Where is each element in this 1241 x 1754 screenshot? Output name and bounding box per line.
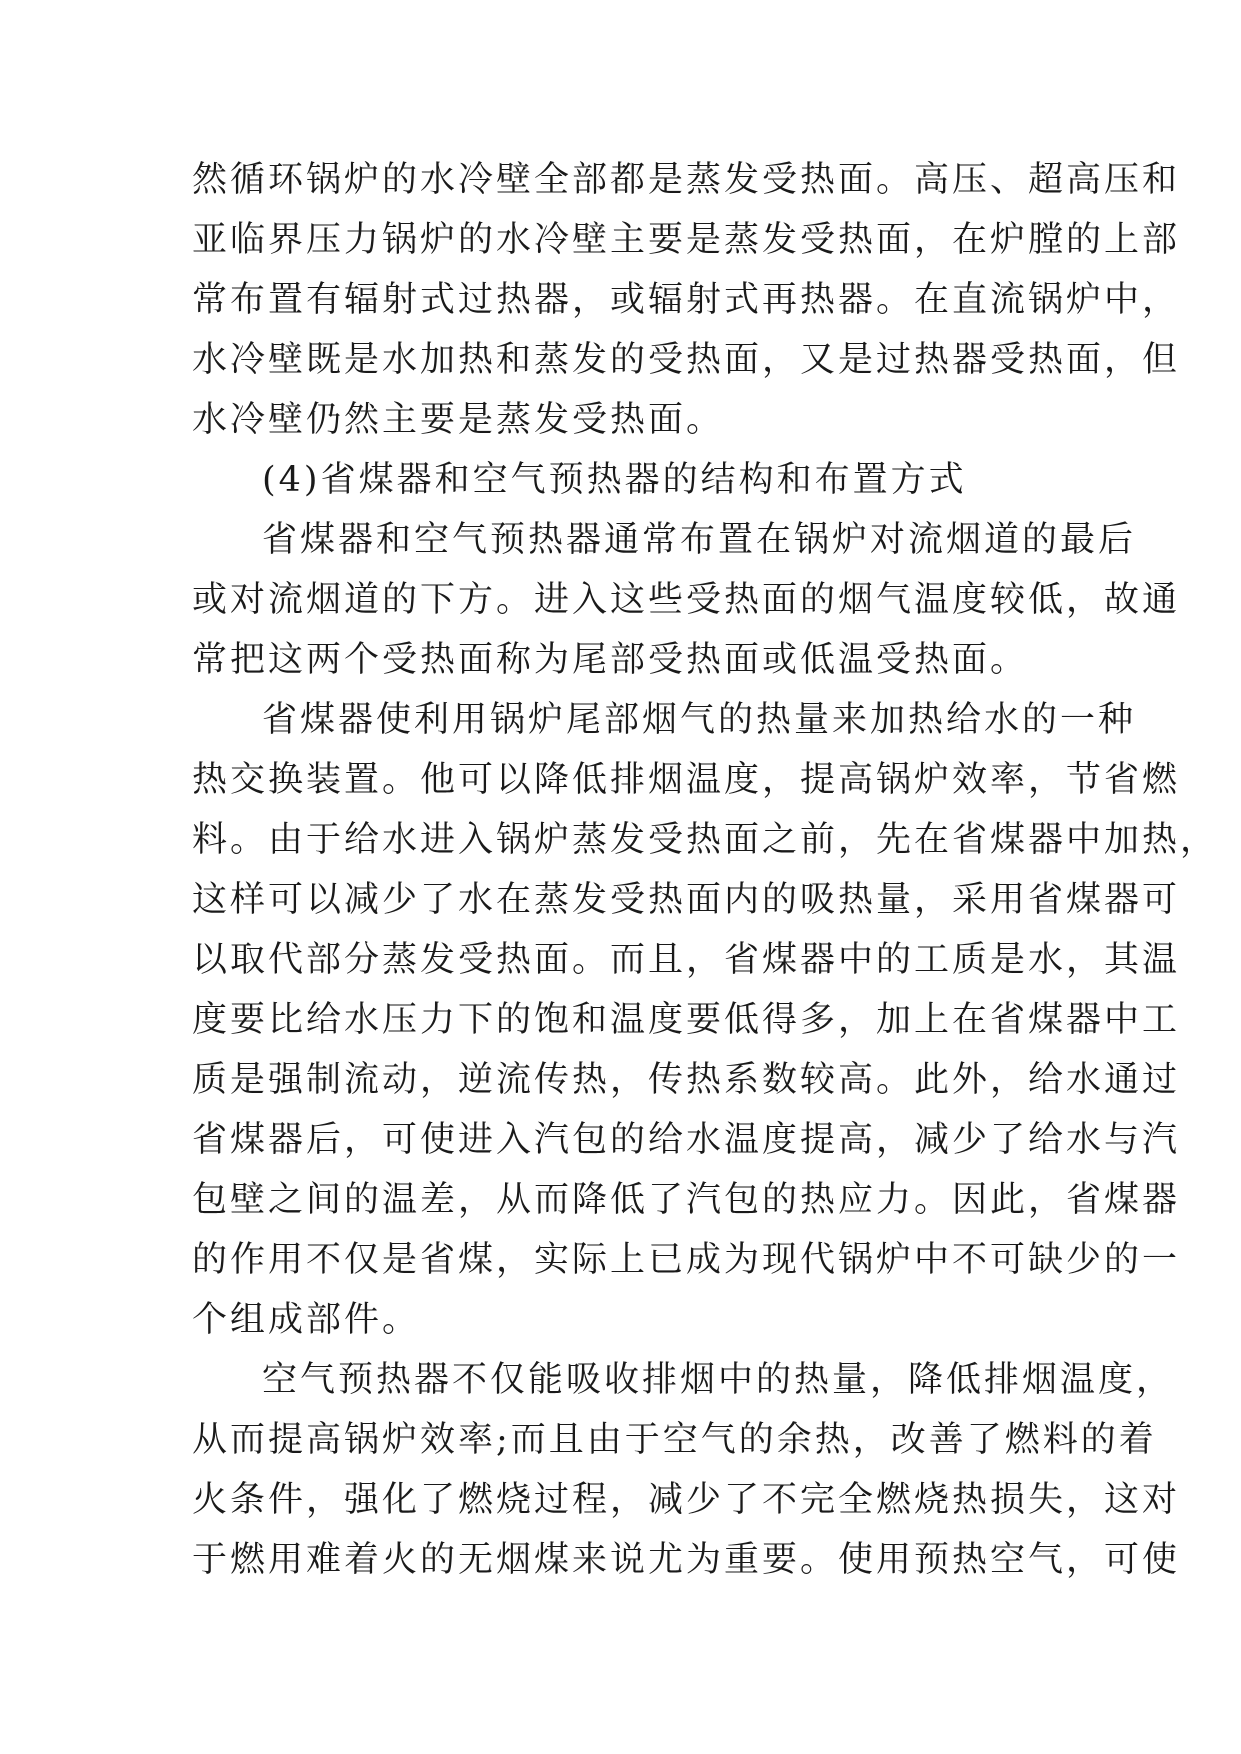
text-line: 个组成部件。 xyxy=(192,1300,421,1340)
text-line: 或对流烟道的下方。进入这些受热面的烟气温度较低，故通 xyxy=(192,580,1181,620)
text-line: 水冷壁仍然主要是蒸发受热面。 xyxy=(192,400,725,440)
body-text xyxy=(192,150,1219,1590)
text-line: 空气预热器不仅能吸收排烟中的热量，降低排烟温度， xyxy=(262,1360,1175,1400)
text-line: 然循环锅炉的水冷壁全部都是蒸发受热面。高压、超高压和 xyxy=(192,160,1181,200)
text-line: 于燃用难着火的无烟煤来说尤为重要。使用预热空气，可使 xyxy=(192,1540,1181,1580)
text-line: 包壁之间的温差，从而降低了汽包的热应力。因此，省煤器 xyxy=(192,1180,1181,1220)
text-line: 省煤器和空气预热器通常布置在锅炉对流烟道的最后 xyxy=(262,520,1137,560)
text-line: 的作用不仅是省煤，实际上已成为现代锅炉中不可缺少的一 xyxy=(192,1240,1181,1280)
text-line: 省煤器后，可使进入汽包的给水温度提高，减少了给水与汽 xyxy=(192,1120,1181,1160)
text-line: (4)省煤器和空气预热器的结构和布置方式 xyxy=(262,460,967,500)
text-line: 常布置有辐射式过热器，或辐射式再热器。在直流锅炉中， xyxy=(192,280,1181,320)
text-line: 这样可以减少了水在蒸发受热面内的吸热量，采用省煤器可 xyxy=(192,880,1181,920)
text-line: 料。由于给水进入锅炉蒸发受热面之前，先在省煤器中加热， xyxy=(192,820,1219,860)
text-line: 从而提高锅炉效率;而且由于空气的余热，改善了燃料的着 xyxy=(192,1420,1157,1460)
text-line: 质是强制流动，逆流传热，传热系数较高。此外，给水通过 xyxy=(192,1060,1181,1100)
text-line: 火条件，强化了燃烧过程，减少了不完全燃烧热损失，这对 xyxy=(192,1480,1181,1520)
text-line: 水冷壁既是水加热和蒸发的受热面，又是过热器受热面，但 xyxy=(192,340,1181,380)
text-line: 以取代部分蒸发受热面。而且，省煤器中的工质是水，其温 xyxy=(192,940,1181,980)
text-line: 亚临界压力锅炉的水冷壁主要是蒸发受热面，在炉膛的上部 xyxy=(192,220,1181,260)
text-line: 热交换装置。他可以降低排烟温度，提高锅炉效率，节省燃 xyxy=(192,760,1181,800)
text-line: 常把这两个受热面称为尾部受热面或低温受热面。 xyxy=(192,640,1029,680)
text-line: 度要比给水压力下的饱和温度要低得多，加上在省煤器中工 xyxy=(192,1000,1181,1040)
text-line: 省煤器使利用锅炉尾部烟气的热量来加热给水的一种 xyxy=(262,700,1137,740)
